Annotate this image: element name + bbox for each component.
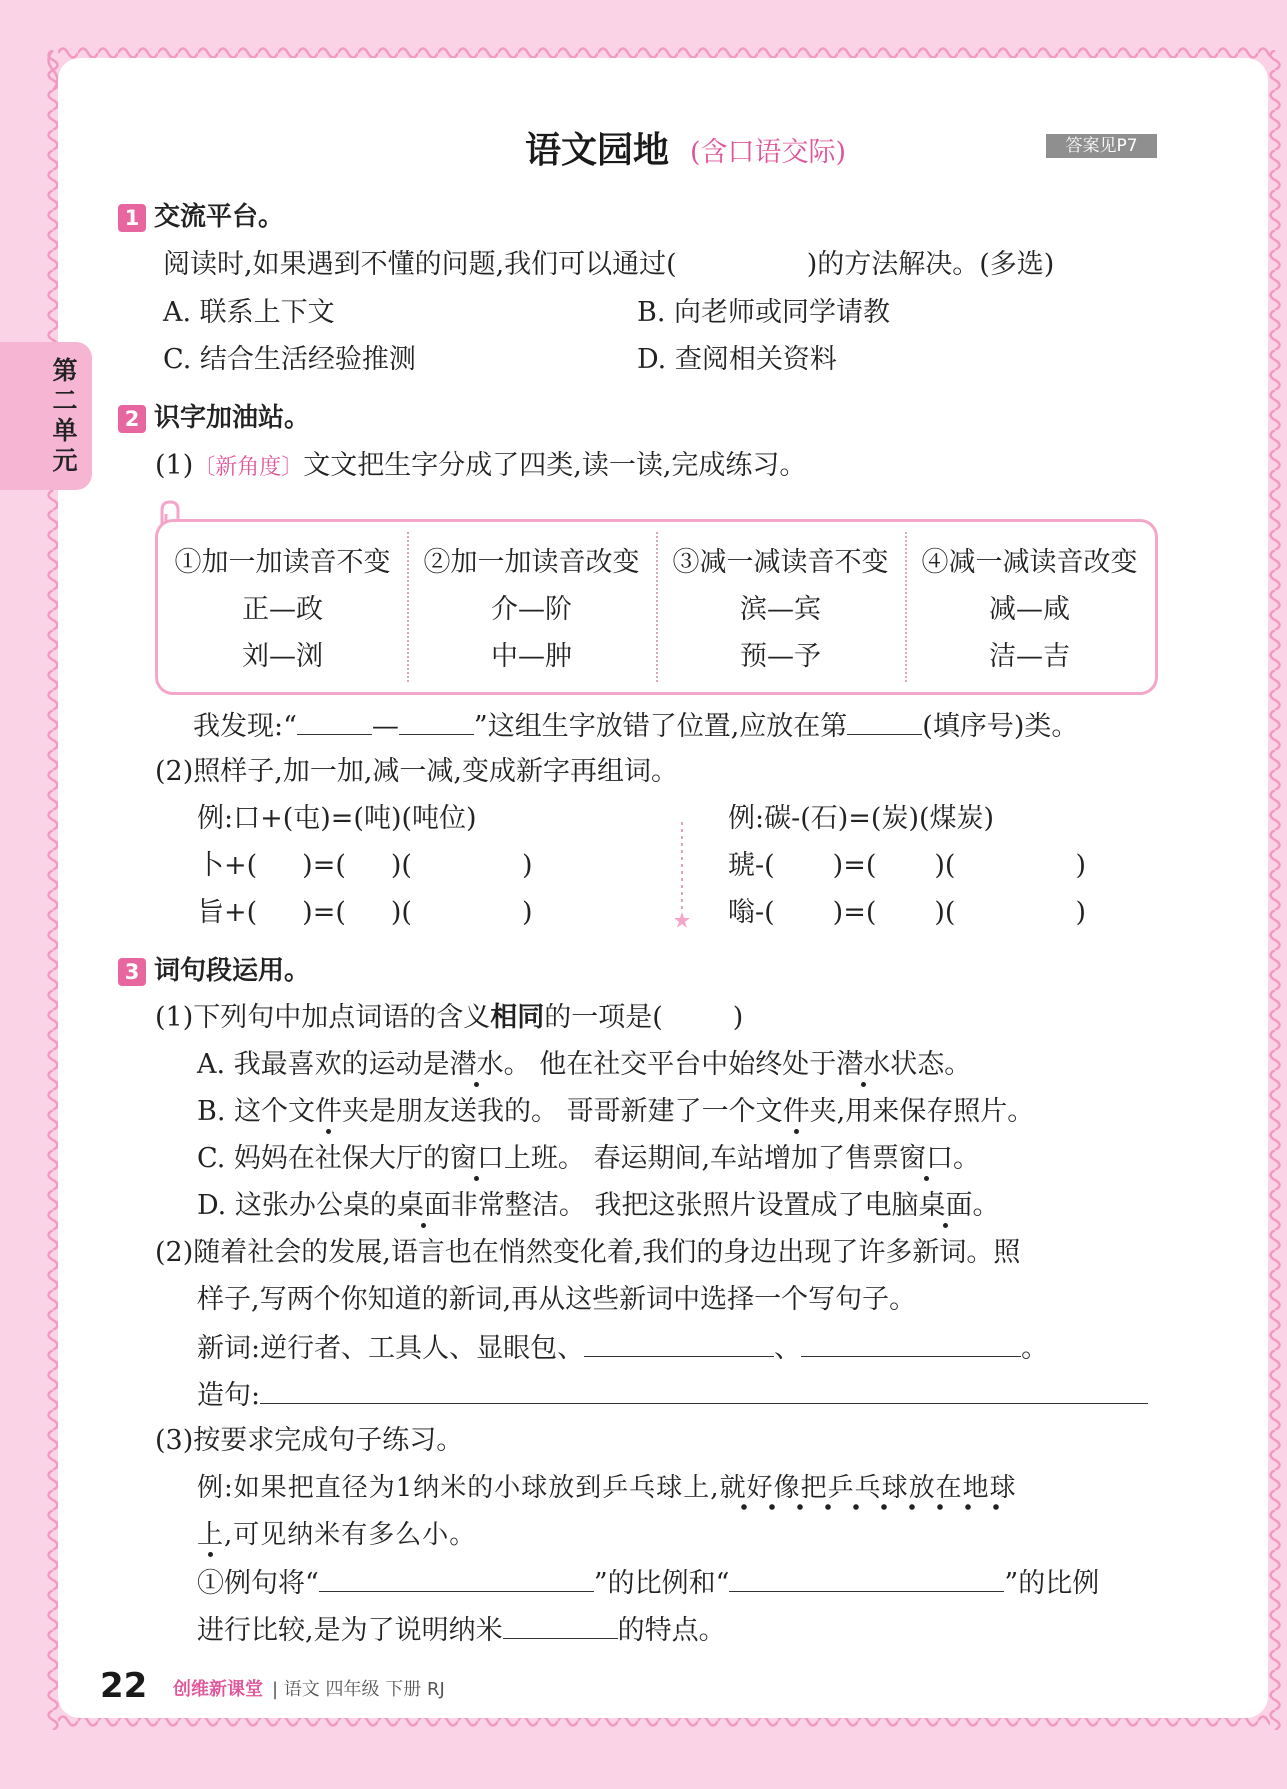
choice-text: ,用来保存照片。 <box>836 1096 1035 1127</box>
exercise-text: ) <box>1075 850 1086 881</box>
option-a: A. 联系上下文 <box>163 297 335 328</box>
sub-question-text: 进行比较,是为了说明纳米 <box>197 1615 503 1646</box>
choice-label: D. <box>197 1190 235 1221</box>
q1-text-a: (1)下列句中加点词语的含义 <box>155 1002 491 1033</box>
dotted-word: 窗口 <box>899 1143 954 1174</box>
sub-question-text: ”的比例和“ <box>593 1568 730 1599</box>
page-title: 语文园地 <box>525 130 670 171</box>
exercise-text: )( <box>390 897 412 928</box>
table-head: ②加一加读音改变 <box>423 547 640 578</box>
choice-text: 这个 <box>234 1096 289 1127</box>
question-text-a: 阅读时,如果遇到不懂的问题,我们可以通过( <box>163 249 677 280</box>
section-2-q1 <box>155 449 806 485</box>
new-word-field-1[interactable] <box>584 1330 774 1357</box>
table-cell: 预—予 <box>740 641 821 672</box>
sub-question-text: 的特点。 <box>617 1615 726 1646</box>
choice-label: B. <box>197 1096 235 1127</box>
dotted-word: 潜水 <box>836 1049 891 1080</box>
exercise-text: )=( <box>302 850 346 881</box>
exercise-left-1 <box>197 849 533 883</box>
q1-emphasis: 相同 <box>490 1002 545 1033</box>
section-1-title: 交流平台。 <box>154 202 285 232</box>
section-3-q3: (3)按要求完成句子练习。 <box>155 1425 464 1456</box>
dotted-word: 桌面 <box>396 1190 451 1221</box>
section-2-q2: (2)照样子,加一加,减一减,变成新字再组词。 <box>155 756 678 787</box>
choice-text: 。 <box>972 1190 1000 1221</box>
table-col-2 <box>407 522 656 692</box>
dotted-word: 上 <box>197 1520 225 1550</box>
example-text: 例:如果把直径为1纳米的小球放到乒乓球上, <box>197 1473 720 1503</box>
moon-star-divider <box>670 800 694 930</box>
choice-text: 这张办公桌的 <box>234 1190 397 1221</box>
choice-text: 状态。 <box>890 1049 972 1080</box>
exercise-right-1 <box>728 849 1086 883</box>
table-cell: 滨—宾 <box>740 594 821 625</box>
choice-text: 是朋友送我的。 哥哥新建了一个 <box>369 1096 756 1127</box>
blank-field[interactable] <box>319 1565 594 1592</box>
exercise-text: )=( <box>832 897 877 928</box>
option-d: D. 查阅相关资料 <box>637 344 837 375</box>
sub-question-1-line1 <box>197 1565 1099 1601</box>
dotted-word: 潜水 <box>449 1049 504 1080</box>
example-left: 例:口+(屯)=(吨)(吨位) <box>197 803 477 834</box>
choice-text: 妈妈在社保大厅的 <box>233 1143 450 1174</box>
exercise-text: 嗡-( <box>728 897 775 928</box>
page-subtitle: (含口语交际) <box>690 137 847 168</box>
choice-label: C. <box>197 1143 234 1174</box>
table-head: ④减一减读音改变 <box>921 547 1138 578</box>
dotted-word: 文件夹 <box>288 1096 370 1127</box>
period: 。 <box>1021 1333 1049 1364</box>
section-2-title: 识字加油站。 <box>154 403 311 433</box>
blank-field[interactable] <box>729 1565 1004 1592</box>
exercise-text: 琥-( <box>728 850 775 881</box>
option-b: B. 向老师或同学请教 <box>637 297 891 328</box>
exercise-text: )=( <box>832 850 877 881</box>
question-text-b: )的方法解决。(多选) <box>806 249 1055 280</box>
table-cell: 中—肿 <box>491 641 572 672</box>
discovery-text-c: (填序号)类。 <box>922 711 1079 742</box>
section-2-number: 2 <box>118 405 146 433</box>
exercise-left-2 <box>197 896 533 930</box>
exercise-text: ) <box>1075 897 1086 928</box>
table-col-4 <box>905 522 1154 692</box>
discovery-text-b: ”这组生字放错了位置,应放在第 <box>473 711 848 742</box>
table-cell: 洁—吉 <box>989 641 1070 672</box>
dotted-word: 桌面 <box>918 1190 973 1221</box>
dotted-phrase: 就好像把乒乓球放在地球 <box>720 1473 1017 1511</box>
section-3-number: 3 <box>118 958 146 986</box>
exercise-text: 旨+( <box>197 897 258 928</box>
table-cell: 减—咸 <box>989 594 1070 625</box>
choice-d <box>197 1189 999 1223</box>
dash: — <box>371 711 399 742</box>
dotted-word: 文件夹 <box>755 1096 837 1127</box>
choice-text: 。 <box>953 1143 981 1174</box>
exercise-text: )=( <box>302 897 346 928</box>
example-sentence-line1 <box>197 1471 1017 1505</box>
discovery-line <box>193 708 1078 744</box>
exercise-text: 卜+( <box>197 850 258 881</box>
q1-text: 文文把生字分成了四类,读一读,完成练习。 <box>303 450 807 481</box>
table-cell: 刘—浏 <box>242 641 323 672</box>
table-col-1 <box>158 522 407 692</box>
section-1-question <box>163 248 1054 282</box>
section-3-q2-line1: (2)随着社会的发展,语言也在悄然变化着,我们的身边出现了许多新词。照 <box>155 1237 1021 1268</box>
sentence-line <box>197 1377 1148 1413</box>
example-text: ,可见纳米有多么小。 <box>224 1520 477 1550</box>
section-3-q2-line2: 样子,写两个你知道的新词,再从这些新词中选择一个写句子。 <box>197 1284 917 1315</box>
blank-field[interactable] <box>297 708 372 735</box>
section-3-title: 词句段运用。 <box>154 956 311 986</box>
sub-question-text: ”的比例 <box>1004 1568 1100 1599</box>
section-3-q1 <box>155 1001 743 1035</box>
sub-question-text: ①例句将“ <box>197 1568 319 1599</box>
exercise-text: ) <box>521 850 533 881</box>
discovery-text-a: 我发现:“ <box>193 711 297 742</box>
blank-field[interactable] <box>399 708 474 735</box>
exercise-right-2 <box>728 896 1086 930</box>
choice-label: A. <box>197 1049 234 1080</box>
q1-text-b: 的一项是( <box>544 1002 663 1033</box>
table-col-3 <box>656 522 905 692</box>
new-word-field-2[interactable] <box>801 1330 1021 1357</box>
footer-info: | 语文 四年级 下册 RJ <box>272 1679 445 1700</box>
unit-side-tab-label: 第二单元 <box>52 356 78 475</box>
sentence-label: 造句: <box>197 1380 261 1411</box>
exercise-text: )( <box>934 897 956 928</box>
choice-b <box>197 1095 1034 1129</box>
choice-text: 非常整洁。 我把这张照片设置成了电脑 <box>450 1190 919 1221</box>
new-words-label: 新词:逆行者、工具人、显眼包、 <box>197 1333 585 1364</box>
choice-text: 上班。 春运期间,车站增加了售票 <box>503 1143 900 1174</box>
blank-field[interactable] <box>847 708 922 735</box>
character-category-table <box>155 519 1158 695</box>
section-1-number: 1 <box>118 204 146 232</box>
choice-text: 我最喜欢的运动是 <box>233 1049 450 1080</box>
new-words-line <box>197 1330 1048 1366</box>
table-cell: 介—阶 <box>491 594 572 625</box>
exercise-text: )( <box>390 850 412 881</box>
page-number: 22 <box>100 1666 148 1706</box>
option-c: C. 结合生活经验推测 <box>163 344 416 375</box>
table-head: ①加一加读音不变 <box>174 547 391 578</box>
dotted-word: 窗口 <box>449 1143 504 1174</box>
choice-c <box>197 1142 980 1176</box>
separator: 、 <box>774 1333 802 1364</box>
q1-number: (1) <box>155 450 194 481</box>
table-cell: 正—政 <box>242 594 323 625</box>
table-head: ③减一减读音不变 <box>672 547 889 578</box>
choice-a <box>197 1048 971 1082</box>
example-right: 例:碳-(石)=(炭)(煤炭) <box>728 803 995 834</box>
q1-text-c: ) <box>732 1002 744 1033</box>
wavy-border-right <box>1266 50 1284 1730</box>
sub-question-1-line2 <box>197 1612 726 1648</box>
footer-brand: 创维新课堂 <box>173 1679 263 1700</box>
sentence-field[interactable] <box>260 1377 1148 1404</box>
answer-reference-badge: 答案见P7 <box>1046 134 1157 158</box>
new-angle-tag: 〔新角度〕 <box>193 455 304 480</box>
blank-field[interactable] <box>503 1612 618 1639</box>
example-sentence-line2 <box>197 1518 476 1552</box>
exercise-text: )( <box>934 850 956 881</box>
choice-text: 。 他在社交平台中始终处于 <box>503 1049 837 1080</box>
exercise-text: ) <box>521 897 533 928</box>
